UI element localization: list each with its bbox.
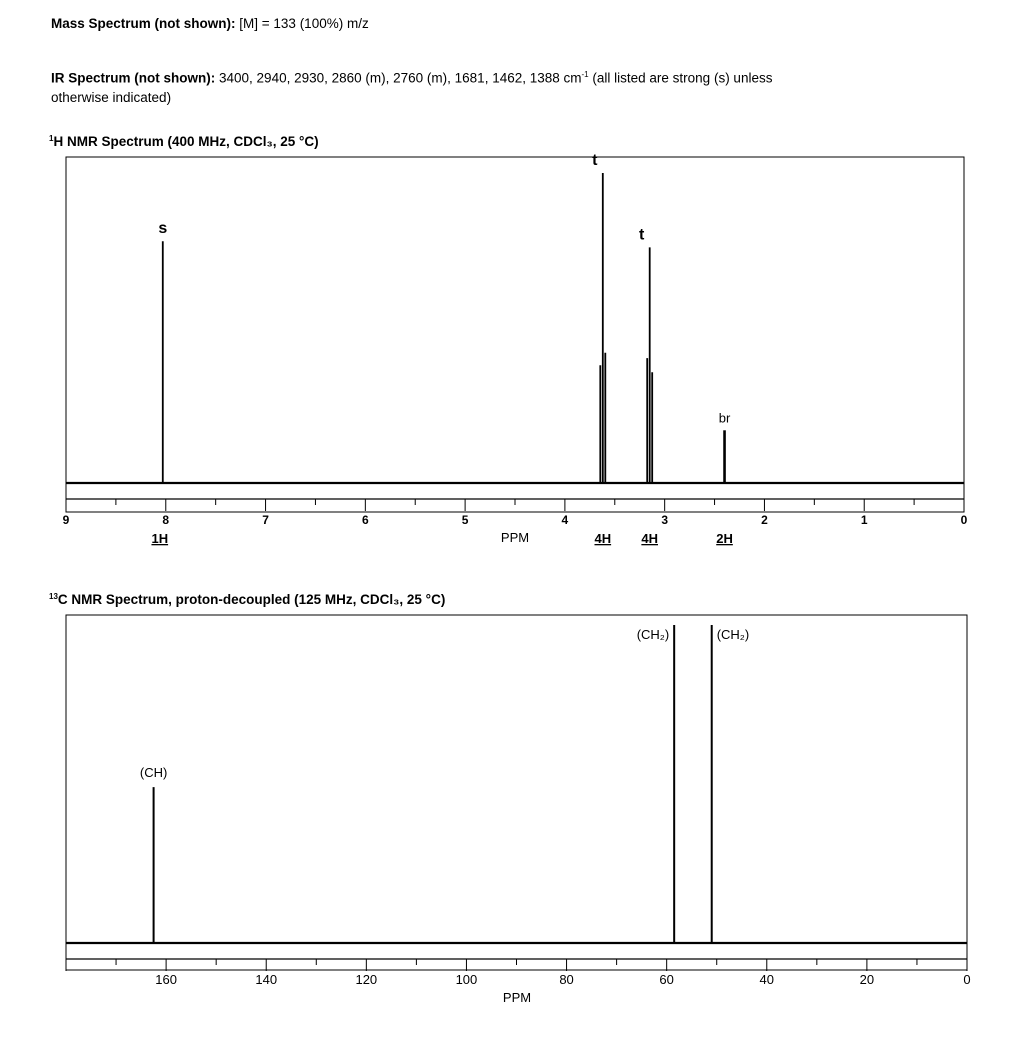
h-nmr-peak-t [592, 152, 611, 546]
mass-spectrum-value: [M] = 133 (100%) m/z [239, 16, 369, 31]
ir-spectrum-block [51, 65, 991, 107]
ir-spectrum-note: (all listed are strong (s) unless [588, 70, 773, 86]
h-nmr-tick-label: 5 [461, 513, 469, 527]
mass-spectrum-label: Mass Spectrum (not shown): [51, 16, 236, 31]
h-nmr-peak-t [639, 226, 658, 546]
c-nmr-xlabel: PPM [502, 990, 532, 1005]
h-nmr-multiplicity-label: br [718, 410, 731, 426]
h-nmr-multiplicity-label: t [639, 226, 645, 244]
c-nmr-frame [66, 615, 967, 970]
c-nmr-peak [712, 625, 749, 943]
h-nmr-integration-label: 4H [641, 531, 659, 546]
h-nmr-peak-s [151, 220, 168, 546]
h-nmr-multiplicity-label: t [592, 152, 598, 169]
ir-spectrum-label: IR Spectrum (not shown): [51, 70, 216, 86]
c-nmr-peak [637, 625, 674, 943]
c-nmr-tick-label: 20 [859, 972, 875, 987]
h-nmr-title-text: H NMR Spectrum (400 MHz, CDCl₃, 25 °C) [53, 134, 319, 149]
ir-spectrum-values: 3400, 2940, 2930, 2860 (m), 2760 (m), 1681, 1462, 1388 cm [219, 70, 582, 86]
h-nmr-tick-label: 3 [661, 513, 669, 527]
c-nmr-tick-label: 160 [155, 972, 177, 987]
h-nmr-tick-label: 4 [561, 513, 569, 527]
mass-spectrum-line [51, 14, 369, 33]
h-nmr-tick-label: 6 [361, 513, 369, 527]
c-nmr-tick-label: 120 [355, 972, 378, 987]
h-nmr-title [49, 134, 319, 149]
h-nmr-peak-br [716, 410, 733, 546]
c-nmr-tick-label: 80 [559, 972, 574, 987]
h-nmr-title-superscript: 1 [49, 134, 54, 143]
c-nmr-title [49, 592, 445, 607]
h-nmr-tick-label: 0 [960, 513, 968, 527]
c-nmr-chart [0, 610, 1020, 1040]
h-nmr-integration-label: 4H [594, 531, 612, 546]
h-nmr-tick-label: 1 [860, 513, 868, 527]
c-nmr-tick-label: 40 [759, 972, 775, 987]
c-nmr-peak-label: (CH₂) [716, 627, 750, 642]
c-nmr-tick-label: 140 [255, 972, 278, 987]
c-nmr-tick-label: 100 [455, 972, 478, 987]
h-nmr-integration-label: 1H [151, 531, 169, 546]
c-nmr-title-superscript: 13 [49, 592, 58, 601]
h-nmr-integration-label: 2H [716, 531, 733, 546]
h-nmr-chart [0, 150, 1020, 570]
c-nmr-tick-label: 60 [659, 972, 674, 987]
h-nmr-xlabel: PPM [500, 530, 530, 545]
h-nmr-tick-label: 7 [262, 513, 269, 527]
c-nmr-peak-label: (CH) [139, 765, 168, 781]
h-nmr-tick-label: 8 [162, 513, 170, 527]
ir-spectrum-note-line2: otherwise indicated) [51, 89, 172, 105]
h-nmr-multiplicity-label: s [158, 220, 168, 238]
ir-unit-superscript: -1 [581, 70, 589, 79]
c-nmr-peak [140, 765, 167, 943]
c-nmr-tick-label: 0 [963, 972, 971, 987]
h-nmr-tick-label: 2 [761, 513, 768, 527]
h-nmr-tick-label: 9 [62, 513, 70, 527]
c-nmr-title-text: C NMR Spectrum, proton-decoupled (125 MHz, CDCl₃, 25 °C) [57, 592, 446, 607]
h-nmr-frame [66, 157, 964, 512]
c-nmr-peak-label: (CH₂) [636, 627, 670, 642]
